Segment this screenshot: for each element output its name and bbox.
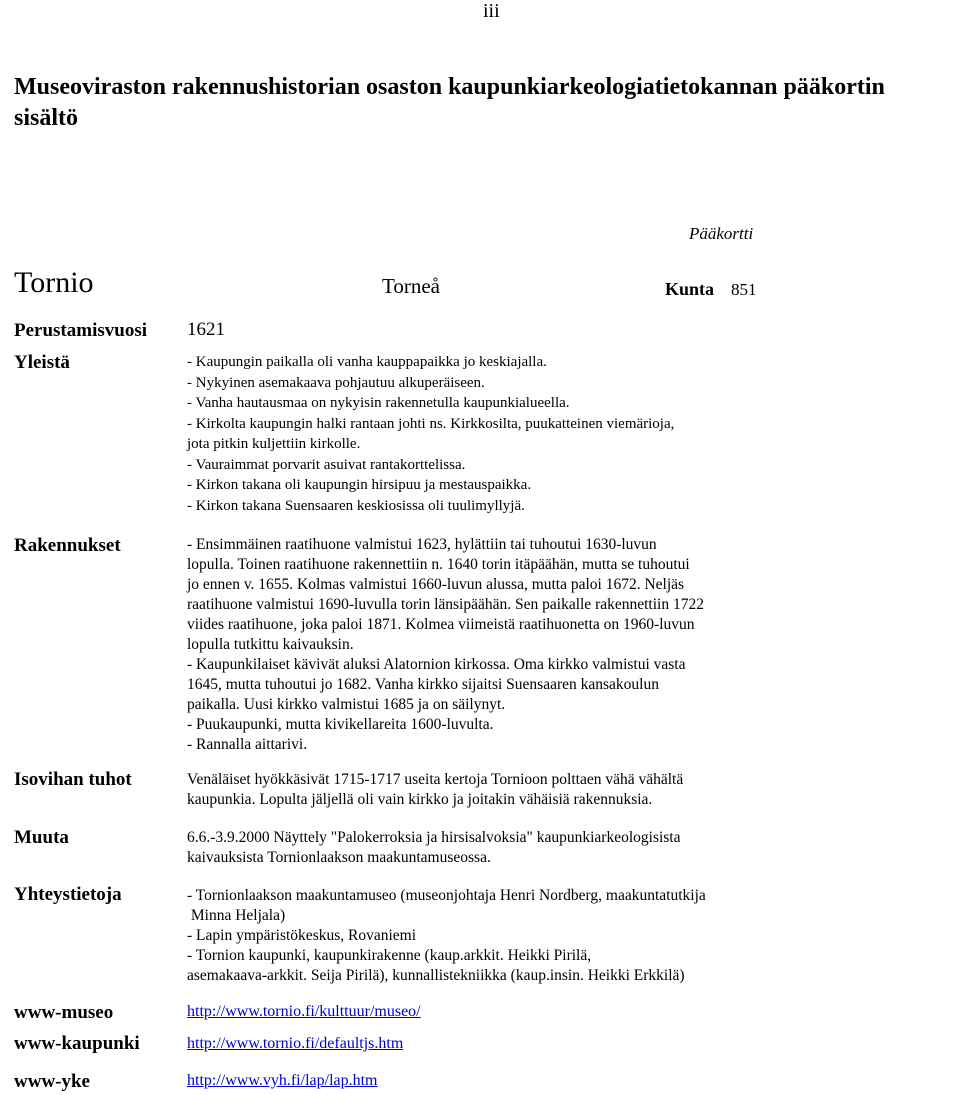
text-line: - Puukaupunki, mutta kivikellareita 1600-luvulta.: [187, 716, 494, 733]
text-line: 1645, mutta tuhoutui jo 1682. Vanha kirkko sijaitsi Suensaaren kansakoulun: [187, 676, 659, 693]
environment-centre-link[interactable]: http://www.vyh.fi/lap/lap.htm: [187, 1072, 378, 1089]
text-line: kaivauksista Tornionlaakson maakuntamuseossa.: [187, 849, 491, 866]
municipality-code: 851: [731, 280, 757, 299]
text-line: jota pitkin kuljettiin kirkolle.: [187, 436, 361, 452]
museum-link[interactable]: http://www.tornio.fi/kulttuur/museo/: [187, 1003, 421, 1020]
text-line: - Vauraimmat porvarit asuivat rantakorttelissa.: [187, 456, 466, 473]
text-line: - Ensimmäinen raatihuone valmistui 1623, hylättiin tai tuhoutui 1630-luvun: [187, 536, 657, 553]
text-line: lopulla. Toinen raatihuone rakennettiin n. 1640 torin itäpäähän, mutta se tuhoutui: [187, 556, 690, 573]
city-link[interactable]: http://www.tornio.fi/defaultjs.htm: [187, 1035, 404, 1052]
text-line: Minna Heljala): [187, 907, 286, 924]
section-label-general: Yleistä: [14, 352, 70, 373]
section-text-contacts: [187, 886, 706, 986]
text-line: - Tornionlaakson maakuntamuseo (museonjohtaja Henri Nordberg, maakuntatutkija: [187, 887, 706, 904]
text-line: - Kirkon takana oli kaupungin hirsipuu ja mestauspaikka.: [187, 477, 532, 493]
text-line: kaupunkia. Lopulta jäljellä oli vain kirkko ja joitakin vähäisiä rakennuksia.: [187, 791, 653, 808]
section-label-other: Muuta: [14, 827, 69, 848]
section-label-contacts: Yhteystietoja: [14, 884, 122, 905]
section-text-general: [187, 352, 674, 516]
text-line: - Tornion kaupunki, kaupunkirakenne (kaup.arkkit. Heikki Pirilä,: [187, 947, 592, 964]
section-text-buildings: [187, 535, 704, 755]
text-line: - Vanha hautausmaa on nykyisin rakennetulla kaupunkialueella.: [187, 395, 570, 411]
section-label-great-wrath: Isovihan tuhot: [14, 769, 132, 790]
link-label-museum: www-museo: [14, 1002, 114, 1023]
link-label-city: www-kaupunki: [14, 1033, 140, 1054]
text-line: asemakaava-arkkit. Seija Pirilä), kunnallistekniikka (kaup.insin. Heikki Erkkilä): [187, 967, 685, 984]
text-line: Venäläiset hyökkäsivät 1715-1717 useita kertoja Tornioon polttaen vähä vähältä: [187, 771, 684, 788]
founding-year-value: 1621: [187, 319, 225, 340]
text-line: 6.6.-3.9.2000 Näyttely "Palokerroksia ja hirsisalvoksia" kaupunkiarkeologisista: [187, 829, 681, 846]
text-line: - Kirkolta kaupungin halki rantaan johti ns. Kirkkosilta, puukatteinen viemärioja,: [187, 415, 675, 432]
text-line: viides raatihuone, joka paloi 1871. Kolmea viimeistä raatihuonetta on 1960-luvun: [187, 616, 695, 633]
text-line: - Nykyinen asemakaava pohjautuu alkuperäiseen.: [187, 374, 485, 391]
text-line: - Lapin ympäristökeskus, Rovaniemi: [187, 927, 417, 944]
section-text-great-wrath: [187, 770, 683, 810]
text-line: lopulla tutkittu kaivauksin.: [187, 636, 354, 653]
document-title: Museoviraston rakennushistorian osaston kaupunkiarkeologiatietokannan pääkortin sisältö: [14, 74, 885, 131]
text-line: - Kaupunkilaiset kävivät aluksi Alatornion kirkossa. Oma kirkko valmistui vasta: [187, 656, 686, 673]
municipality-label: Kunta: [665, 279, 715, 299]
town-name-swedish: Torneå: [382, 274, 440, 298]
link-label-environment-centre: www-yke: [14, 1071, 90, 1092]
page-number: iii: [483, 0, 500, 22]
town-name-finnish: Tornio: [14, 266, 94, 299]
founding-year-label: Perustamisvuosi: [14, 320, 147, 341]
text-line: - Kirkon takana Suensaaren keskiosissa oli tuulimyllyjä.: [187, 497, 525, 514]
section-text-other: [187, 828, 681, 868]
text-line: raatihuone valmistui 1690-luvulla torin länsipäähän. Sen paikalle rakennettiin 1722: [187, 596, 704, 613]
text-line: - Kaupungin paikalla oli vanha kauppapaikka jo keskiajalla.: [187, 354, 547, 370]
text-line: jo ennen v. 1655. Kolmas valmistui 1660-luvun alussa, mutta paloi 1672. Neljäs: [187, 576, 685, 593]
section-label-buildings: Rakennukset: [14, 535, 121, 556]
text-line: paikalla. Uusi kirkko valmistui 1685 ja on säilynyt.: [187, 696, 506, 713]
text-line: - Rannalla aittarivi.: [187, 736, 308, 753]
card-type-label: Pääkortti: [689, 224, 754, 243]
